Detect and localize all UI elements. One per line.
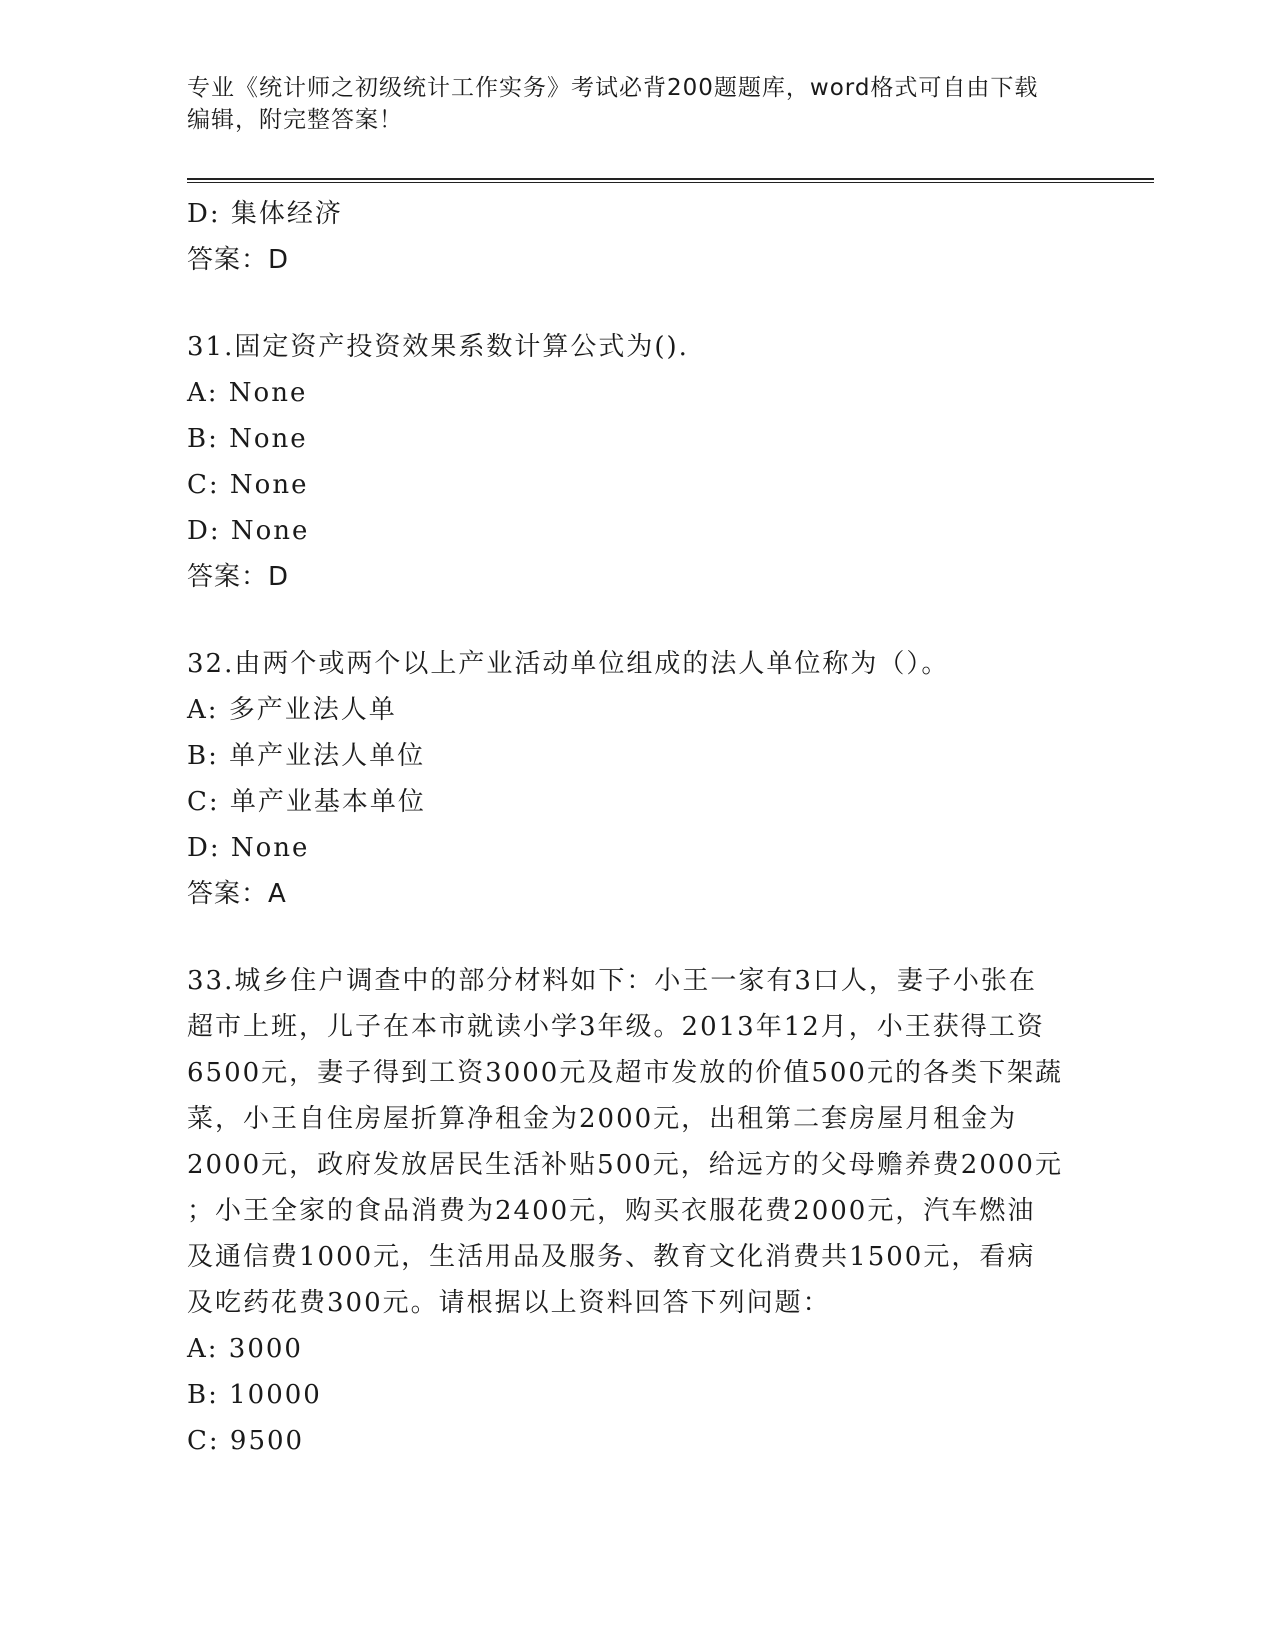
q31-option-d: D: None <box>187 516 310 546</box>
q33-option-a: A: 3000 <box>187 1334 303 1364</box>
q30-option-d: D: 集体经济 <box>187 199 343 229</box>
q33-stem <box>187 958 1087 1326</box>
q32-option-c: C: 单产业基本单位 <box>187 787 426 817</box>
q32-option-b: B: 单产业法人单位 <box>187 741 426 771</box>
spacer <box>187 917 1087 958</box>
q33-option-c: C: 9500 <box>187 1426 305 1456</box>
header-line-1: 专业《统计师之初级统计工作实务》考试必背200题题库，word格式可自由下载 <box>187 75 1039 101</box>
q33-stem-line: 33.城乡住户调查中的部分材料如下：小王一家有3口人，妻子小张在 <box>187 966 1037 996</box>
q33-stem-line: 菜，小王自住房屋折算净租金为2000元，出租第二套房屋月租金为 <box>187 1104 1018 1134</box>
spacer <box>187 600 1087 641</box>
q31-option-b: B: None <box>187 424 308 454</box>
q31-answer: 答案：D <box>187 562 290 592</box>
q31-stem: 31.固定资产投资效果系数计算公式为(). <box>187 332 689 362</box>
q32-answer: 答案：A <box>187 879 287 909</box>
q31-option-c: C: None <box>187 470 309 500</box>
q33-stem-line: ；小王全家的食品消费为2400元，购买衣服花费2000元，汽车燃油 <box>187 1196 1036 1226</box>
q33-stem-line: 及通信费1000元，生活用品及服务、教育文化消费共1500元，看病 <box>187 1242 1036 1272</box>
page-header <box>187 72 1087 136</box>
spacer <box>187 283 1087 324</box>
q32-stem: 32.由两个或两个以上产业活动单位组成的法人单位称为（）。 <box>187 649 950 679</box>
q32-option-a: A: 多产业法人单 <box>187 695 397 725</box>
q31-option-a: A: None <box>187 378 308 408</box>
document-body <box>187 191 1087 1464</box>
q33-stem-line: 及吃药花费300元。请根据以上资料回答下列问题： <box>187 1288 831 1318</box>
q32-option-d: D: None <box>187 833 310 863</box>
q33-stem-line: 2000元，政府发放居民生活补贴500元，给远方的父母赡养费2000元 <box>187 1150 1063 1180</box>
q33-stem-line: 超市上班，儿子在本市就读小学3年级。2013年12月，小王获得工资 <box>187 1012 1045 1042</box>
q33-option-b: B: 10000 <box>187 1380 322 1410</box>
header-line-2: 编辑，附完整答案！ <box>187 107 403 133</box>
header-divider <box>187 178 1154 183</box>
q33-stem-line: 6500元，妻子得到工资3000元及超市发放的价值500元的各类下架蔬 <box>187 1058 1063 1088</box>
q30-answer: 答案：D <box>187 245 290 275</box>
